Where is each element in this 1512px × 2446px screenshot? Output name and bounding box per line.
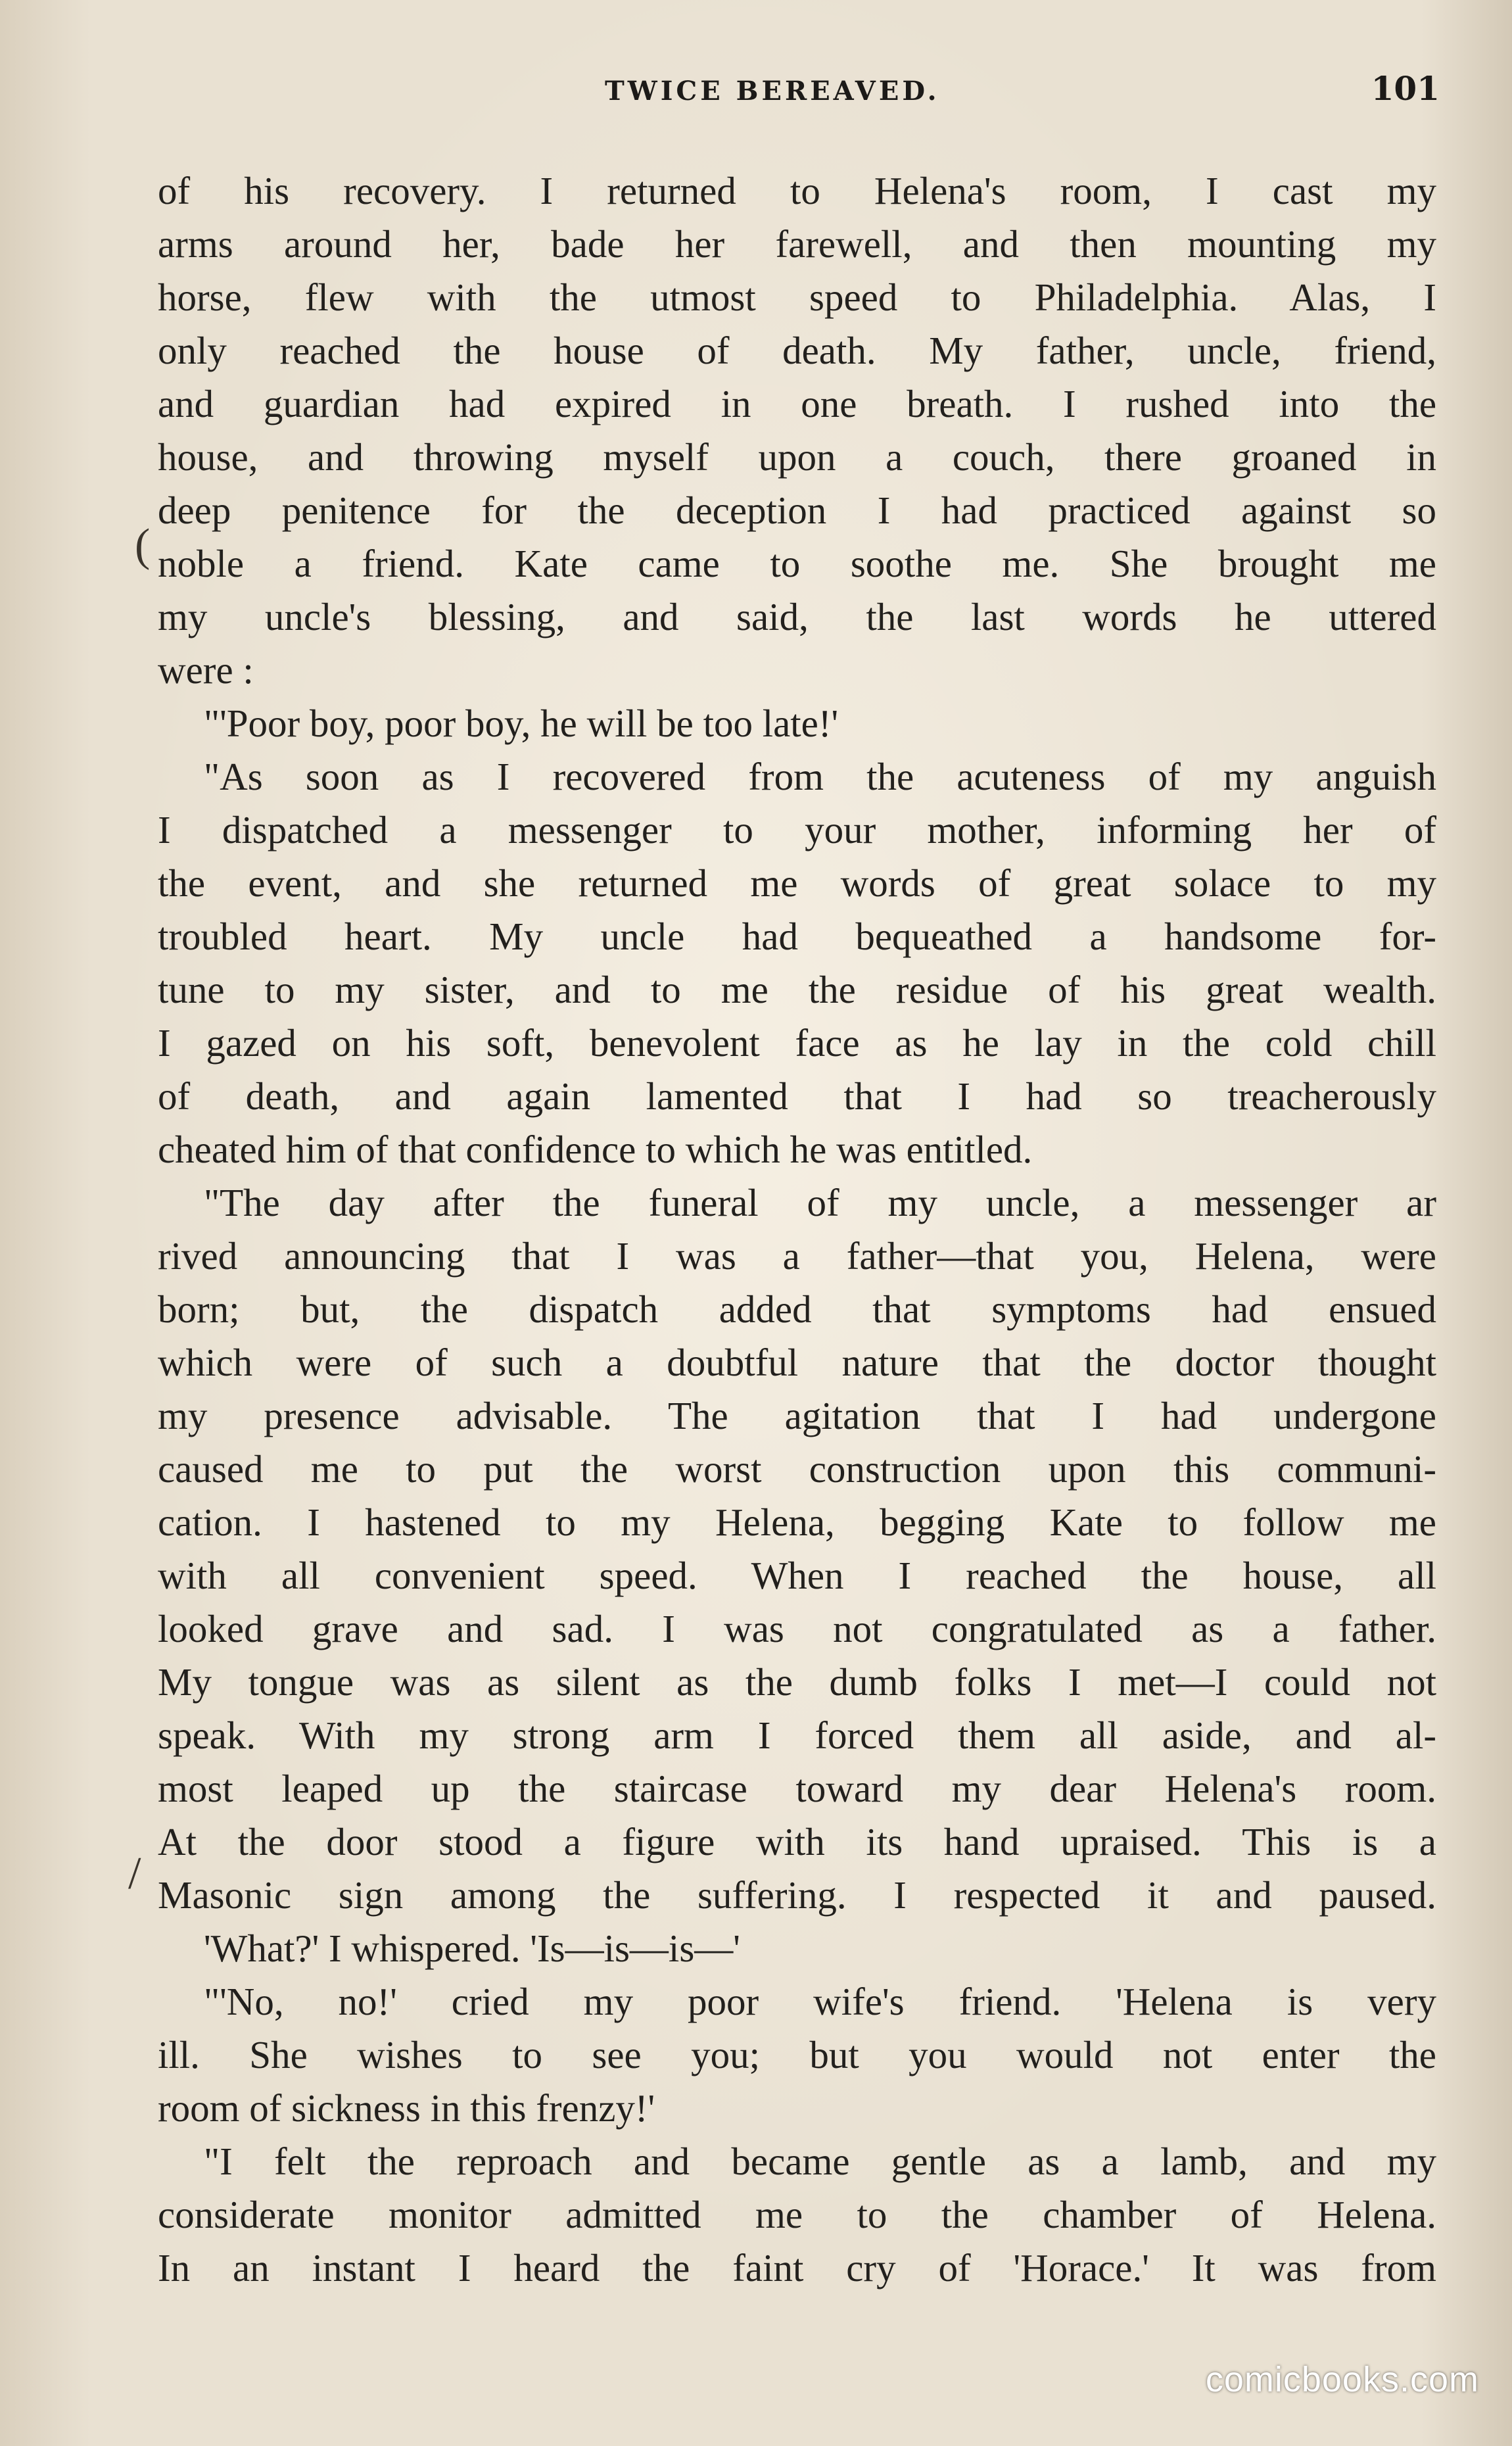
text-line: "The day after the funeral of my uncle, a messenger ar bbox=[204, 1181, 1436, 1224]
running-head: TWICE BEREAVED. bbox=[605, 76, 940, 107]
text-line: were : bbox=[158, 648, 254, 692]
page-number: 101 bbox=[1371, 69, 1440, 108]
body-text bbox=[158, 164, 1436, 2295]
text-line: with all convenient speed. When I reached the house, all bbox=[158, 1554, 1436, 1597]
text-line: deep penitence for the deception I had practiced against so bbox=[158, 489, 1436, 532]
text-line: horse, flew with the utmost speed to Philadelphia. Alas, I bbox=[158, 276, 1436, 319]
text-line: which were of such a doubtful nature that the doctor thought bbox=[158, 1341, 1436, 1384]
text-line: speak. With my strong arm I forced them all aside, and al- bbox=[158, 1714, 1436, 1757]
text-line: born; but, the dispatch added that symptoms had ensued bbox=[158, 1287, 1436, 1331]
text-line: caused me to put the worst construction upon this communi- bbox=[158, 1447, 1436, 1491]
text-line: 'What?' I whispered. 'Is—is—is—' bbox=[204, 1927, 740, 1970]
margin-mark-bracket: / bbox=[128, 1848, 141, 1899]
text-line: of death, and again lamented that I had so treacherously bbox=[158, 1074, 1436, 1118]
text-line: considerate monitor admitted me to the chamber of Helena. bbox=[158, 2193, 1436, 2236]
text-line: rived announcing that I was a father—that you, Helena, were bbox=[158, 1234, 1436, 1278]
text-line: I gazed on his soft, benevolent face as he lay in the cold chill bbox=[158, 1021, 1436, 1065]
text-line: most leaped up the staircase toward my dear Helena's room. bbox=[158, 1767, 1436, 1810]
text-line: In an instant I heard the faint cry of 'Horace.' It was from bbox=[158, 2246, 1436, 2290]
text-line: ill. She wishes to see you; but you would not enter the bbox=[158, 2033, 1436, 2076]
text-line: and guardian had expired in one breath. I rushed into the bbox=[158, 382, 1436, 425]
text-line: my presence advisable. The agitation that I had undergone bbox=[158, 1394, 1436, 1437]
text-line: At the door stood a figure with its hand upraised. This is a bbox=[158, 1820, 1436, 1863]
text-line: arms around her, bade her farewell, and then mounting my bbox=[158, 222, 1436, 266]
text-line: looked grave and sad. I was not congratulated as a father. bbox=[158, 1607, 1436, 1650]
text-line: of his recovery. I returned to Helena's room, I cast my bbox=[158, 169, 1436, 212]
text-line: cheated him of that confidence to which he was entitled. bbox=[158, 1128, 1033, 1171]
text-line: noble a friend. Kate came to soothe me. She brought me bbox=[158, 542, 1436, 585]
page-header bbox=[158, 69, 1440, 115]
text-line: house, and throwing myself upon a couch, there groaned in bbox=[158, 435, 1436, 479]
margin-mark-bracket: ( bbox=[135, 520, 151, 571]
watermark-logo: comicbooks.com bbox=[1205, 2360, 1479, 2399]
text-line: Masonic sign among the suffering. I respected it and paused. bbox=[158, 1873, 1436, 1917]
text-line: room of sickness in this frenzy!' bbox=[158, 2086, 655, 2130]
text-line: only reached the house of death. My father, uncle, friend, bbox=[158, 329, 1436, 372]
text-line: cation. I hastened to my Helena, begging Kate to follow me bbox=[158, 1500, 1436, 1544]
text-line: My tongue was as silent as the dumb folks I met—I could not bbox=[158, 1660, 1436, 1704]
text-line: my uncle's blessing, and said, the last words he uttered bbox=[158, 595, 1436, 638]
text-line: tune to my sister, and to me the residue of his great wealth. bbox=[158, 968, 1436, 1011]
text-line: the event, and she returned me words of great solace to my bbox=[158, 861, 1436, 905]
text-line: I dispatched a messenger to your mother, informing her of bbox=[158, 808, 1436, 851]
text-line: "I felt the reproach and became gentle as a lamb, and my bbox=[204, 2140, 1436, 2183]
text-line: "'Poor boy, poor boy, he will be too late!' bbox=[204, 702, 839, 745]
text-line: "As soon as I recovered from the acuteness of my anguish bbox=[204, 755, 1436, 798]
text-line: troubled heart. My uncle had bequeathed a handsome for- bbox=[158, 915, 1436, 958]
text-line: "'No, no!' cried my poor wife's friend. 'Helena is very bbox=[204, 1980, 1436, 2023]
